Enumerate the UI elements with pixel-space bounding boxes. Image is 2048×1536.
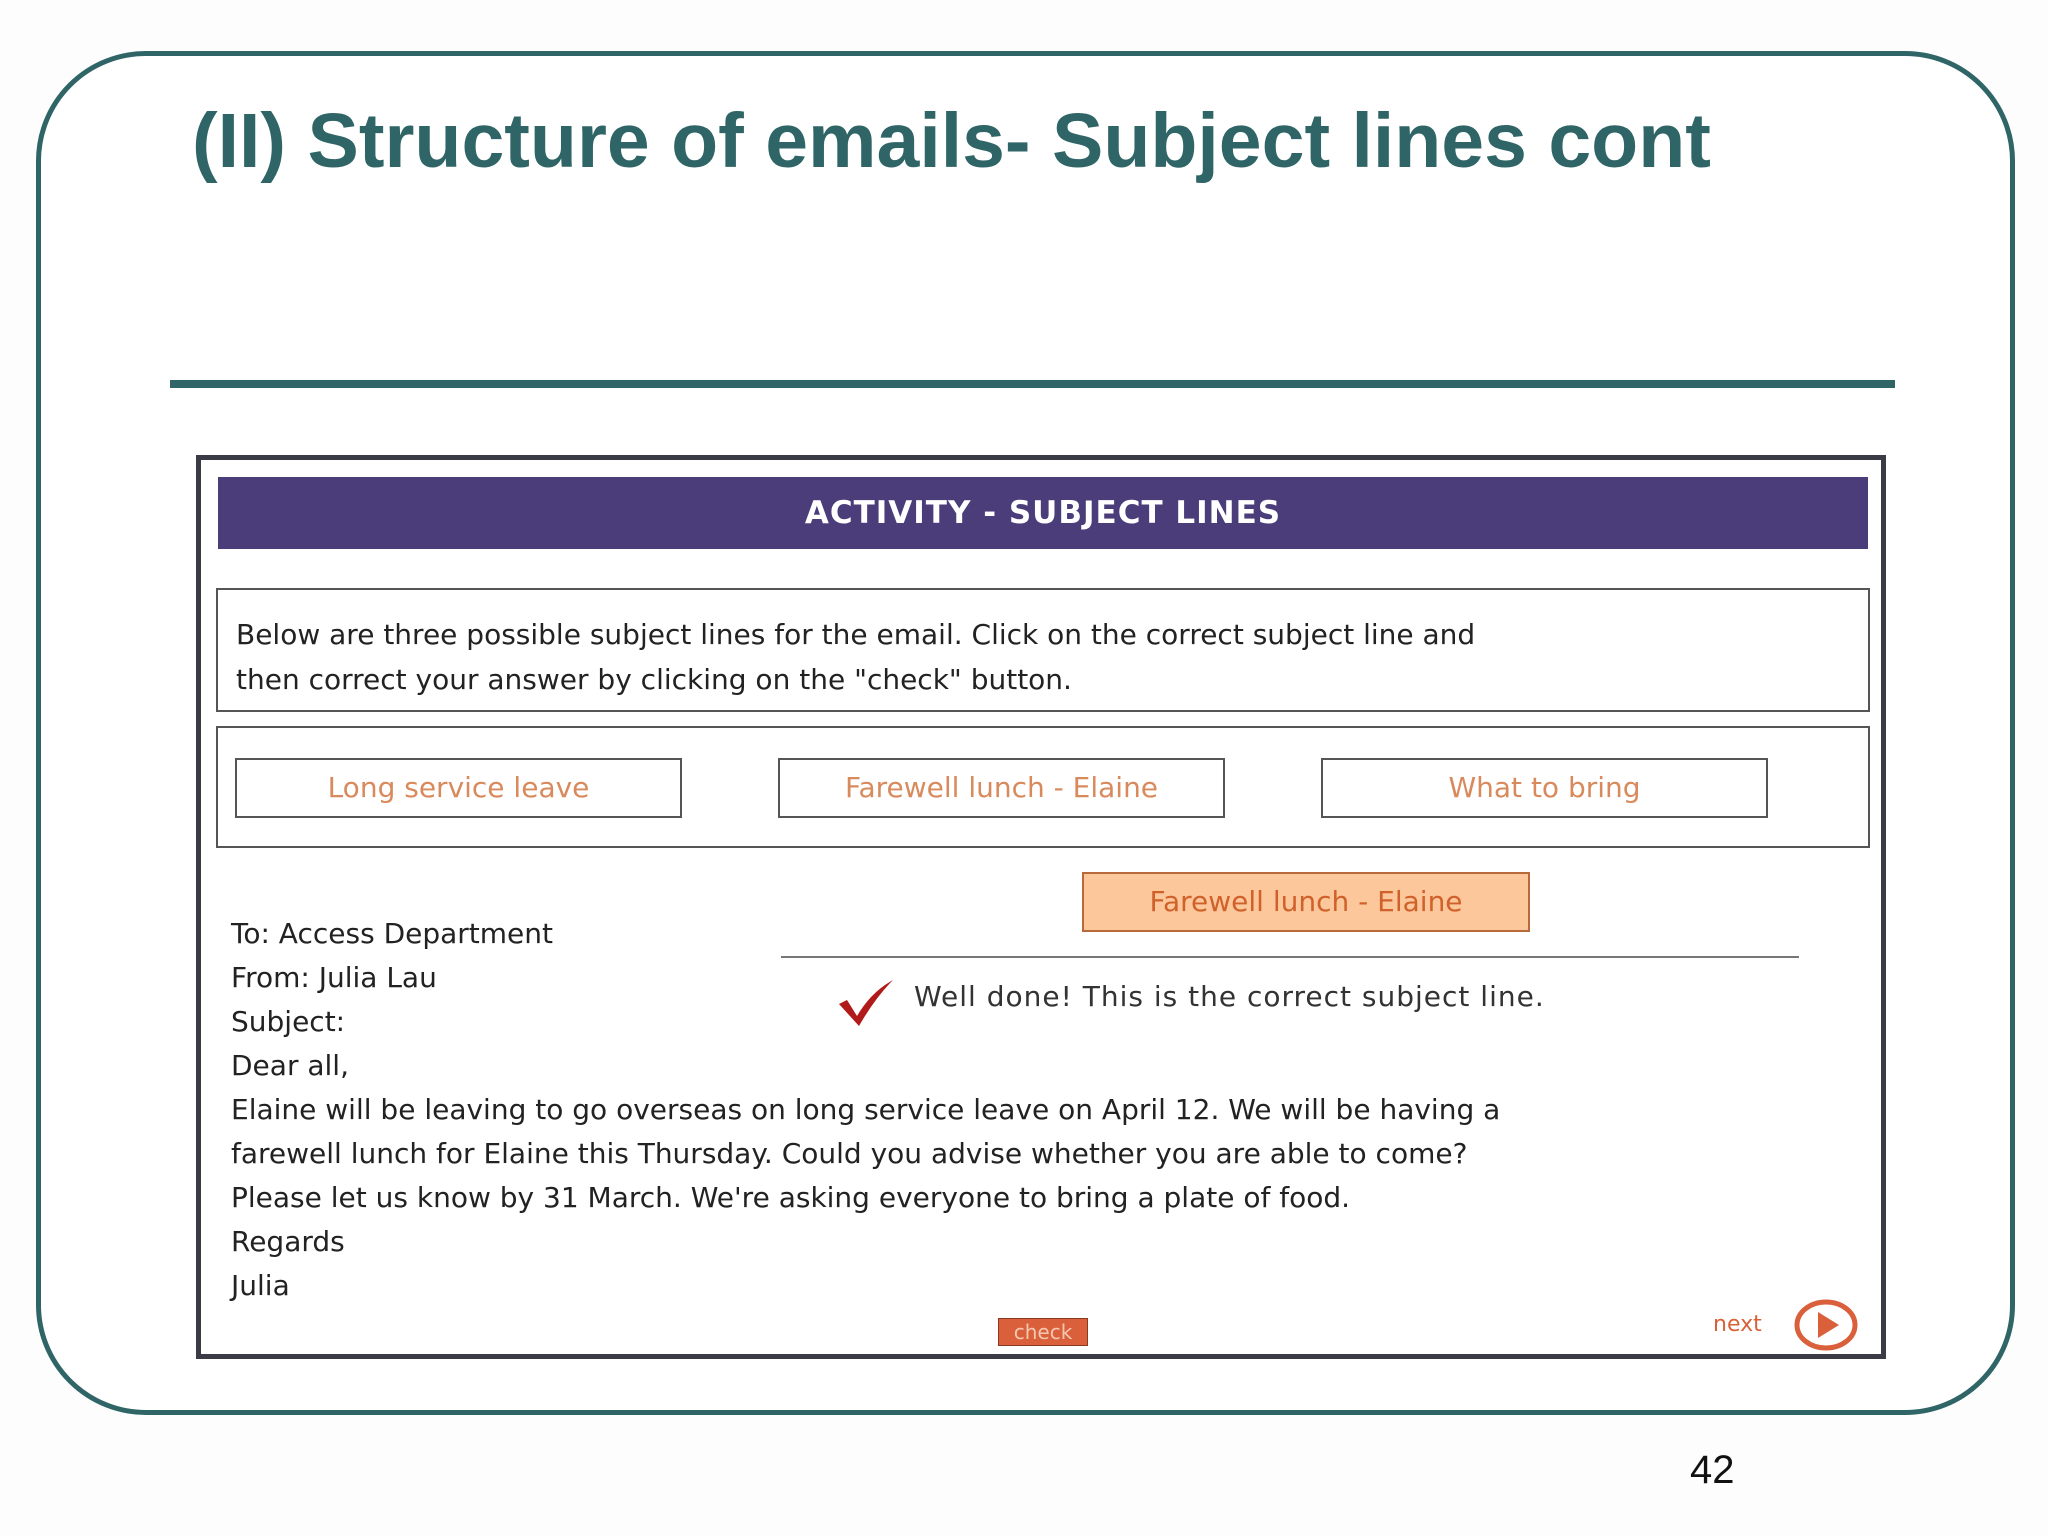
instructions-box <box>216 588 1870 712</box>
option-what-to-bring[interactable]: What to bring <box>1321 758 1768 818</box>
instructions-line-2: then correct your answer by clicking on the "check" button. <box>236 663 1072 696</box>
instructions-line-1: Below are three possible subject lines for the email. Click on the correct subject line and <box>236 618 1476 651</box>
email-signature: Julia <box>231 1269 290 1302</box>
selected-answer: Farewell lunch - Elaine <box>1082 872 1530 932</box>
activity-header: ACTIVITY - SUBJECT LINES <box>218 477 1868 549</box>
email-body-line: Elaine will be leaving to go overseas on long service leave on April 12. We will be having a <box>231 1093 1501 1126</box>
activity-panel <box>196 455 1886 1359</box>
email-signoff: Regards <box>231 1225 345 1258</box>
email-greeting: Dear all, <box>231 1049 349 1082</box>
feedback-message: Well done! This is the correct subject line. <box>914 980 1545 1013</box>
email-subject: Subject: <box>231 1005 346 1038</box>
page-number: 42 <box>1690 1448 1735 1492</box>
title-divider <box>170 380 1895 388</box>
option-long-service-leave[interactable]: Long service leave <box>235 758 682 818</box>
email-body <box>231 912 1851 1308</box>
email-from: From: Julia Lau <box>231 961 437 994</box>
slide-title: (II) Structure of emails- Subject lines cont <box>192 98 1711 184</box>
email-to: To: Access Department <box>231 917 553 950</box>
email-body-line: Please let us know by 31 March. We're asking everyone to bring a plate of food. <box>231 1181 1351 1214</box>
play-next-icon[interactable] <box>1793 1298 1859 1352</box>
subject-options <box>216 726 1870 848</box>
option-farewell-lunch[interactable]: Farewell lunch - Elaine <box>778 758 1225 818</box>
check-button[interactable]: check <box>998 1318 1088 1346</box>
next-label[interactable]: next <box>1713 1312 1762 1337</box>
email-body-line: farewell lunch for Elaine this Thursday. Could you advise whether you are able to come? <box>231 1137 1468 1170</box>
